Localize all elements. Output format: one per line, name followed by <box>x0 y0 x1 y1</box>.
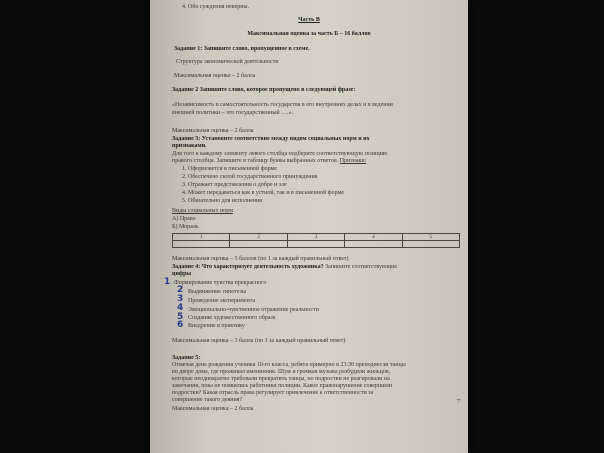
table-cell: 2 <box>230 234 287 241</box>
table-cell: 1 <box>173 234 230 241</box>
task2-line1: «Независимость и самостоятельность государства в его внутренних делах и в ведении <box>172 102 393 108</box>
task4-heading-cont: цифры <box>172 271 192 277</box>
table-cell <box>173 241 230 248</box>
task4-item: Проведение эксперимента <box>188 298 256 304</box>
feature-item: 3. Отражает представления о добре и зле <box>182 182 287 188</box>
feature-item: 2. Обеспечено силой государственного принуждения <box>182 174 318 180</box>
handwritten-mark: 1 <box>164 277 171 287</box>
top-item: 4. Обо суждения неверны. <box>182 4 250 10</box>
task5-line: которые неоднократно требовали прекратить танцы, но подростки не реагировали на <box>172 376 390 382</box>
task5-line: замечания, пока не появились работники полиции. Какое правонарушение совершили <box>172 383 392 389</box>
table-cell: 3 <box>287 234 344 241</box>
handwritten-mark: 3 <box>177 294 184 304</box>
page-number: 7 <box>457 399 460 405</box>
table-cell <box>230 241 287 248</box>
task1-score: Максимальная оценка – 2 балла <box>174 73 256 79</box>
table-cell <box>402 241 459 248</box>
handwritten-mark: 5 <box>177 312 184 322</box>
task5-line: во дворе дома, где проживал именинник. Шум и громкая музыка разбудили жильцов, <box>172 369 391 375</box>
document-page <box>150 0 468 453</box>
feature-item: 1. Оформляется в письменной форме <box>182 166 277 172</box>
handwritten-mark: 6 <box>177 320 184 330</box>
task5-line: совершение такого деяния? <box>172 397 243 403</box>
kind-b: Б) Мораль <box>172 224 199 230</box>
kind-a: А) Право <box>172 216 196 222</box>
task1-heading: Задание 1: Запишите слово, пропущенное в схеме. <box>174 46 310 52</box>
task4-item: Создание художественного образа <box>188 315 276 321</box>
task2-score: Максимальная оценка – 2 балла <box>172 128 254 134</box>
task5-heading: Задание 5: <box>172 355 201 361</box>
table-cell: 5 <box>402 234 459 241</box>
task2-heading: Задание 2 Запишите слово, которое пропущено в следующей фразе: <box>172 87 356 93</box>
task5-line: подростки? Какая отрасль права регулирует привлечение к ответственности за <box>172 390 374 396</box>
task5-line: Отмечая день рождения ученика 10-го класса, ребята примерно в 23:30 преподнесли танцы <box>172 362 406 368</box>
task1-content: Структура экономической деятельности <box>176 59 279 65</box>
feature-item: 4. Может передаваться как в устной, так и в письменной форме <box>182 190 345 196</box>
table-cell <box>287 241 344 248</box>
table-header-row <box>173 234 460 241</box>
part-title: Часть В <box>298 17 320 23</box>
task3-intro-cont: правого столбца. Запишите в таблицу буквы выбранных ответов. Признаки: <box>172 158 367 164</box>
task2-line2: внешней политики – это государственный ….». <box>172 110 294 116</box>
handwritten-mark: 4 <box>177 303 184 313</box>
task3-score: Максимальная оценка – 5 баллов (по 1 за каждый правильный ответ) <box>172 256 349 262</box>
answer-table <box>172 233 460 248</box>
table-cell <box>345 241 402 248</box>
task4-item: Эмоционально-чувственное отражение реальности <box>188 307 319 313</box>
task4-item: Формирование чувства прекрасного <box>174 280 267 286</box>
handwritten-mark: 2 <box>177 285 184 295</box>
table-cell: 4 <box>345 234 402 241</box>
task4-item: Выдвижение гипотезы <box>188 289 247 295</box>
task3-heading: Задание 3: Установите соответствие между видом социальных норм и их <box>172 136 370 142</box>
task4-heading: Задание 4: Что характеризует деятельность художника? Запишите соответствующие <box>172 264 398 270</box>
kinds-label: Виды социальных норм <box>172 208 233 214</box>
part-max-score: Максимальная оценка за часть Б – 16 баллов <box>247 31 371 37</box>
task4-score: Максимальная оценка – 3 балла (по 1 за каждый правильный ответ) <box>172 338 346 344</box>
task4-item: Внедрение в практику <box>188 323 245 329</box>
table-answer-row <box>173 241 460 248</box>
task3-intro: Для того к каждому элементу левого столбца подберите соответствующую позицию <box>172 151 388 157</box>
task3-heading-cont: признаками. <box>172 143 207 149</box>
task5-score: Максимальная оценка – 2 балла <box>172 406 254 412</box>
feature-item: 5. Обязательно для исполнения <box>182 198 262 204</box>
